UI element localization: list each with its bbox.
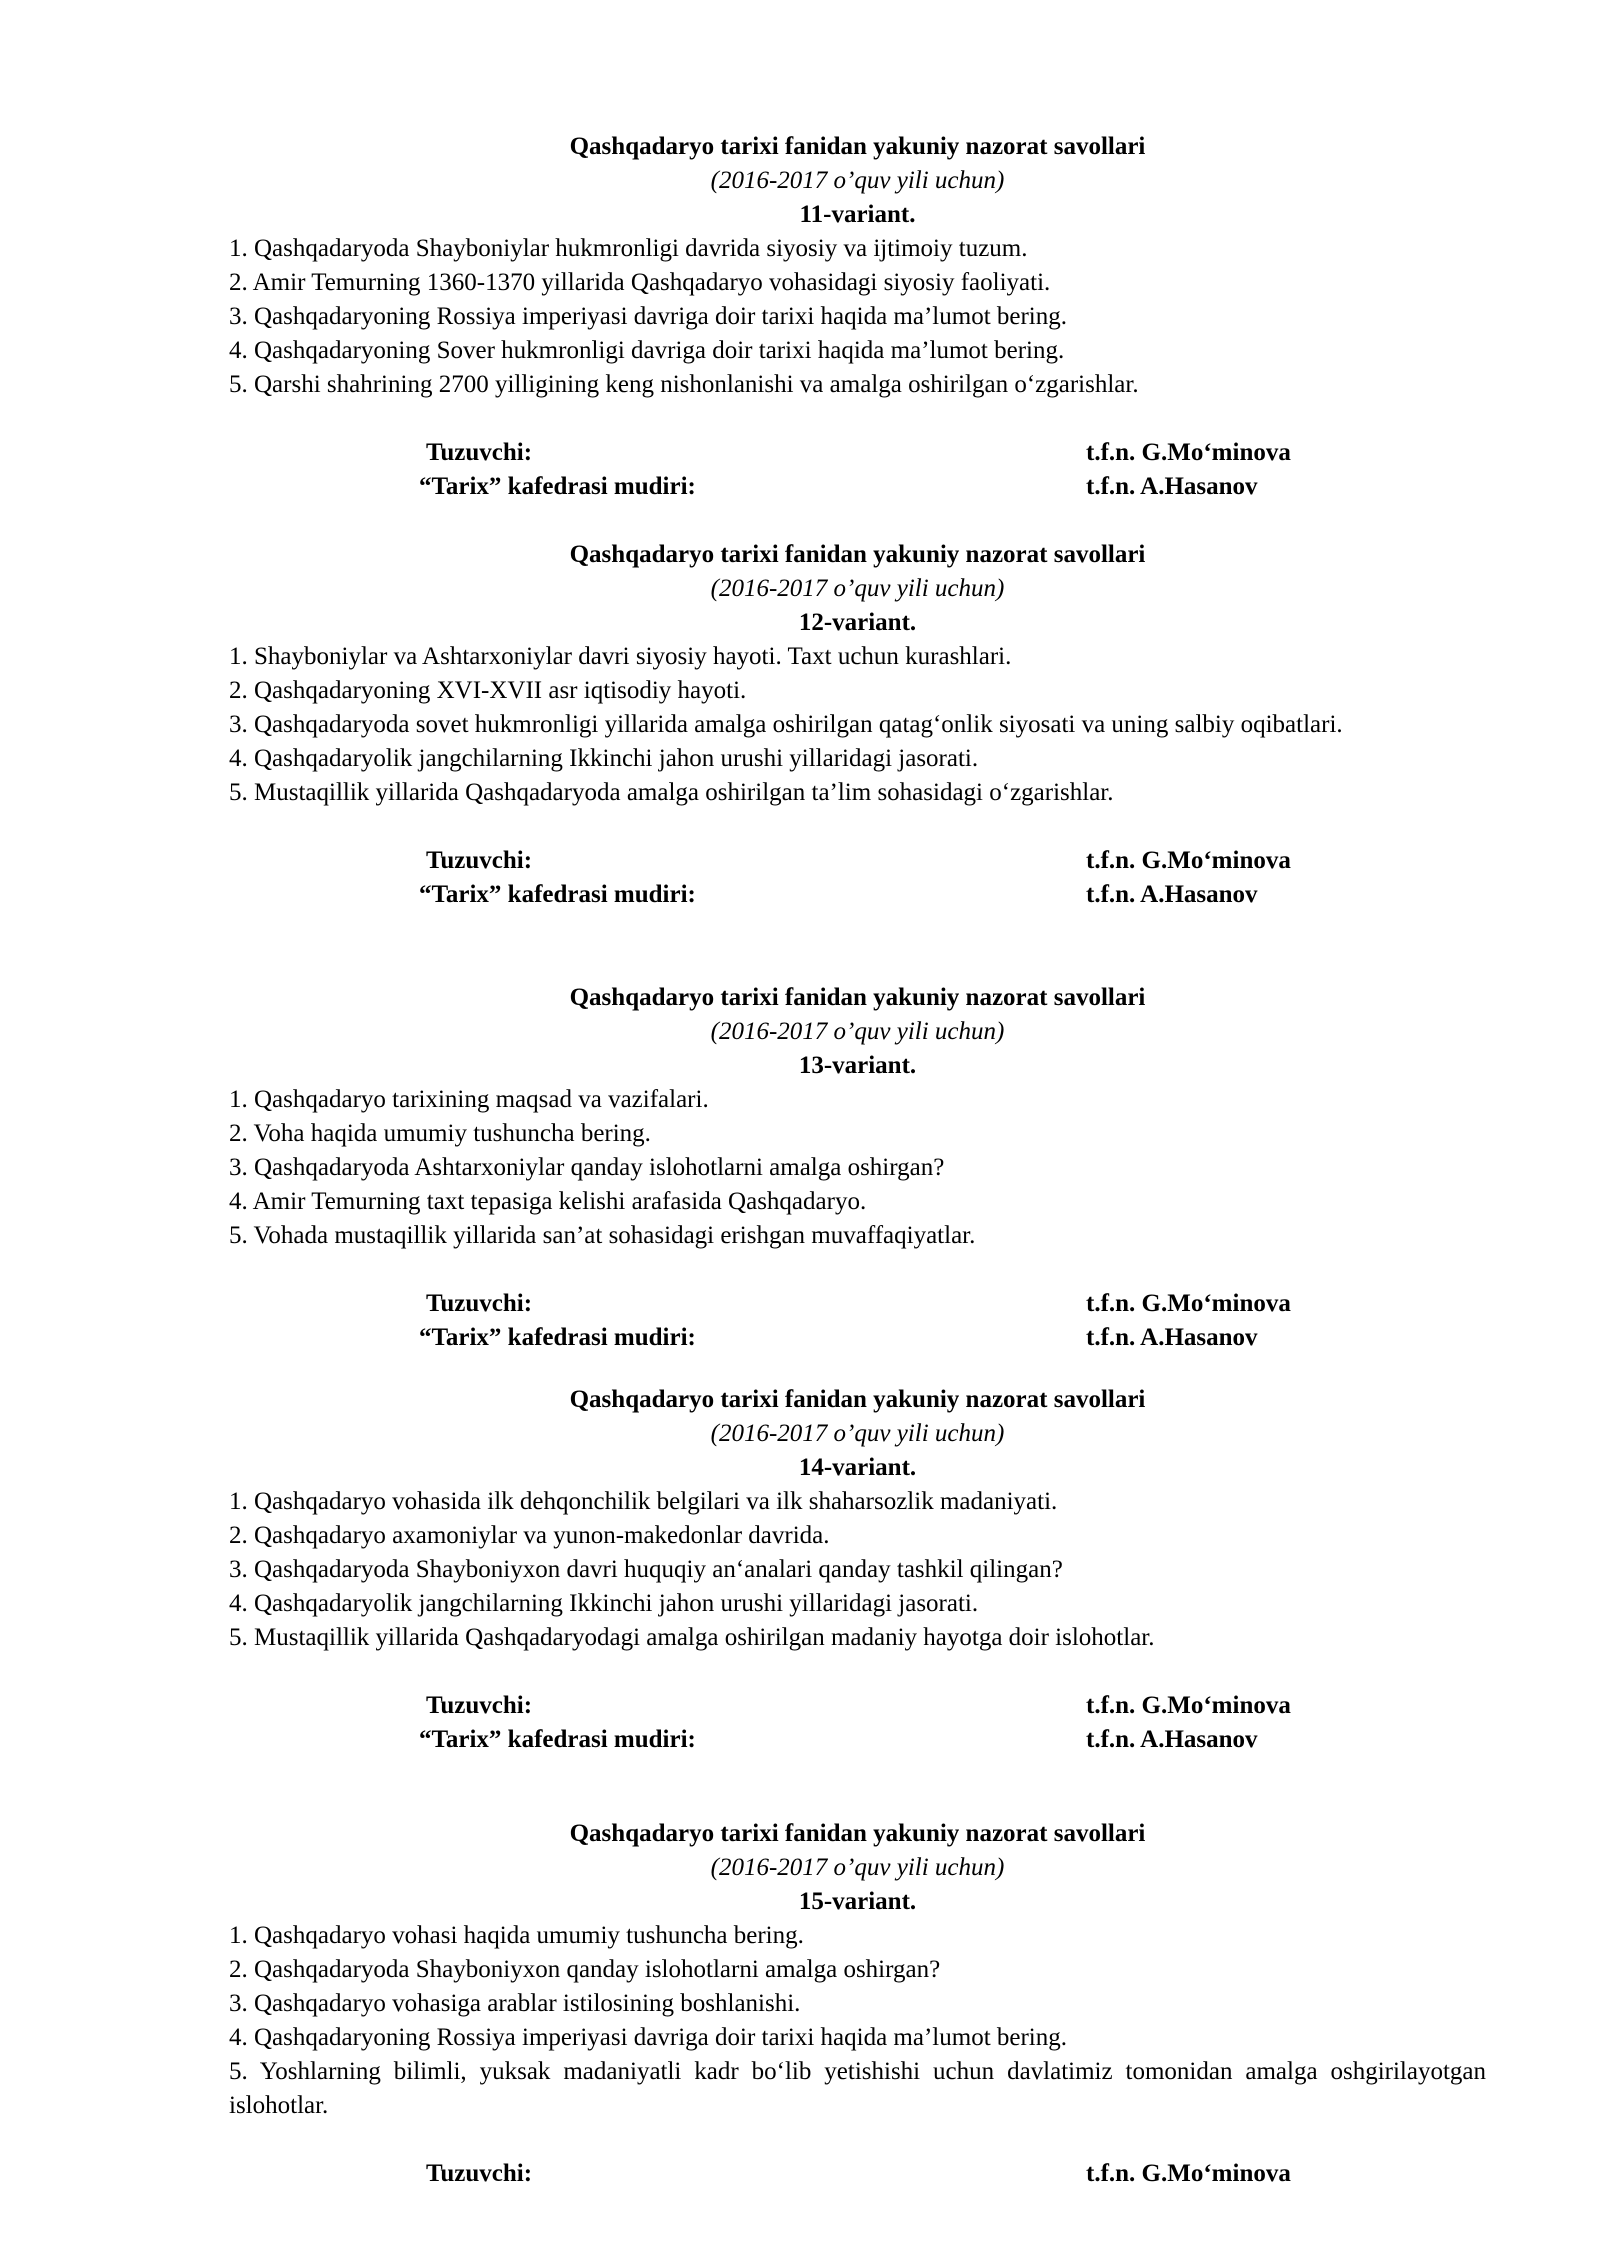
compiler-label: Tuzuvchi: (426, 1692, 533, 1719)
question-list (229, 232, 1486, 402)
question-item: 2. Amir Temurning 1360-1370 yillarida Qashqadaryo vohasidagi siyosiy faoliyati. (229, 269, 1051, 296)
department-head-label: “Tarix” kafedrasi mudiri: (419, 473, 696, 500)
question-item: 5. Yoshlarning bilimli, yuksak madaniyatli kadr bo‘lib yetishishi uchun davlatimiz tomonidan amalga oshgirilayotgan islohotlar. (229, 2058, 1486, 2119)
question-item: 5. Qarshi shahrining 2700 yilligining keng nishonlanishi va amalga oshirilgan o‘zgarishlar. (229, 371, 1139, 398)
section-title: Qashqadaryo tarixi fanidan yakuniy nazorat savollari (569, 541, 1146, 568)
department-head-name: t.f.n. A.Hasanov (1086, 473, 1258, 500)
section-subtitle: (2016-2017 o’quv yili uchun) (710, 1018, 1005, 1045)
question-item: 2. Qashqadaryoning XVI-XVII asr iqtisodiy hayoti. (229, 677, 747, 704)
question-list (229, 1485, 1486, 1655)
question-item: 1. Qashqadaryo vohasida ilk dehqonchilik belgilari va ilk shaharsozlik madaniyati. (229, 1488, 1058, 1515)
question-list (229, 1083, 1486, 1253)
variant-label: 13-variant. (798, 1052, 917, 1079)
compiler-name: t.f.n. G.Mo‘minova (1086, 439, 1291, 466)
exam-section-14 (229, 1383, 1486, 1757)
question-item: 4. Qashqadaryoning Sover hukmronligi davriga doir tarixi haqida ma’lumot bering. (229, 337, 1065, 364)
variant-label: 15-variant. (798, 1888, 917, 1915)
exam-section-13 (229, 981, 1486, 1355)
question-item: 1. Qashqadaryoda Shayboniylar hukmronligi davrida siyosiy va ijtimoiy tuzum. (229, 235, 1028, 262)
question-item: 3. Qashqadaryoda Shayboniyxon davri huquqiy an‘analari qanday tashkil qilingan? (229, 1556, 1063, 1583)
question-list (229, 1919, 1486, 2123)
question-item: 2. Qashqadaryo axamoniylar va yunon-makedonlar davrida. (229, 1522, 830, 1549)
department-head-label: “Tarix” kafedrasi mudiri: (419, 881, 696, 908)
section-title: Qashqadaryo tarixi fanidan yakuniy nazorat savollari (569, 1386, 1146, 1413)
question-item: 1. Qashqadaryo vohasi haqida umumiy tushuncha bering. (229, 1922, 804, 1949)
signature-block (229, 844, 1486, 912)
compiler-label: Tuzuvchi: (426, 2160, 533, 2187)
question-item: 4. Qashqadaryolik jangchilarning Ikkinchi jahon urushi yillaridagi jasorati. (229, 1590, 979, 1617)
variant-label: 12-variant. (798, 609, 917, 636)
question-item: 5. Vohada mustaqillik yillarida san’at sohasidagi erishgan muvaffaqiyatlar. (229, 1222, 976, 1249)
department-head-label: “Tarix” kafedrasi mudiri: (419, 1726, 696, 1753)
signature-block (229, 1287, 1486, 1355)
question-item: 2. Qashqadaryoda Shayboniyxon qanday islohotlarni amalga oshirgan? (229, 1956, 941, 1983)
section-subtitle: (2016-2017 o’quv yili uchun) (710, 575, 1005, 602)
section-subtitle: (2016-2017 o’quv yili uchun) (710, 1420, 1005, 1447)
question-item: 4. Qashqadaryoning Rossiya imperiyasi davriga doir tarixi haqida ma’lumot bering. (229, 2024, 1068, 2051)
compiler-name: t.f.n. G.Mo‘minova (1086, 2160, 1291, 2187)
question-list (229, 640, 1486, 810)
question-item: 5. Mustaqillik yillarida Qashqadaryoda amalga oshirilgan ta’lim sohasidagi o‘zgarishlar. (229, 779, 1114, 806)
compiler-name: t.f.n. G.Mo‘minova (1086, 1692, 1291, 1719)
question-item: 3. Qashqadaryoda sovet hukmronligi yillarida amalga oshirilgan qatag‘onlik siyosati va uning salbiy oqibatlari. (229, 711, 1343, 738)
question-item: 1. Shayboniylar va Ashtarxoniylar davri siyosiy hayoti. Taxt uchun kurashlari. (229, 643, 1012, 670)
department-head-name: t.f.n. A.Hasanov (1086, 1324, 1258, 1351)
variant-label: 11-variant. (799, 201, 916, 228)
section-title: Qashqadaryo tarixi fanidan yakuniy nazorat savollari (569, 133, 1146, 160)
question-item: 4. Amir Temurning taxt tepasiga kelishi arafasida Qashqadaryo. (229, 1188, 867, 1215)
department-head-label: “Tarix” kafedrasi mudiri: (419, 1324, 696, 1351)
section-title: Qashqadaryo tarixi fanidan yakuniy nazorat savollari (569, 984, 1146, 1011)
signature-block (229, 2157, 1486, 2191)
question-item: 1. Qashqadaryo tarixining maqsad va vazifalari. (229, 1086, 709, 1113)
section-subtitle: (2016-2017 o’quv yili uchun) (710, 1854, 1005, 1881)
exam-section-15 (229, 1817, 1486, 2191)
compiler-name: t.f.n. G.Mo‘minova (1086, 1290, 1291, 1317)
signature-block (229, 436, 1486, 504)
question-item: 2. Voha haqida umumiy tushuncha bering. (229, 1120, 651, 1147)
compiler-label: Tuzuvchi: (426, 847, 533, 874)
variant-label: 14-variant. (798, 1454, 917, 1481)
question-item: 3. Qashqadaryoning Rossiya imperiyasi davriga doir tarixi haqida ma’lumot bering. (229, 303, 1068, 330)
department-head-name: t.f.n. A.Hasanov (1086, 1726, 1258, 1753)
department-head-name: t.f.n. A.Hasanov (1086, 881, 1258, 908)
question-item: 3. Qashqadaryoda Ashtarxoniylar qanday islohotlarni amalga oshirgan? (229, 1154, 945, 1181)
compiler-name: t.f.n. G.Mo‘minova (1086, 847, 1291, 874)
signature-block (229, 1689, 1486, 1757)
question-item: 4. Qashqadaryolik jangchilarning Ikkinchi jahon urushi yillaridagi jasorati. (229, 745, 979, 772)
question-item: 3. Qashqadaryo vohasiga arablar istilosining boshlanishi. (229, 1990, 801, 2017)
compiler-label: Tuzuvchi: (426, 1290, 533, 1317)
section-title: Qashqadaryo tarixi fanidan yakuniy nazorat savollari (569, 1820, 1146, 1847)
question-item: 5. Mustaqillik yillarida Qashqadaryodagi amalga oshirilgan madaniy hayotga doir islohotlar. (229, 1624, 1155, 1651)
exam-section-12 (229, 538, 1486, 912)
exam-section-11 (229, 130, 1486, 504)
section-subtitle: (2016-2017 o’quv yili uchun) (710, 167, 1005, 194)
compiler-label: Tuzuvchi: (426, 439, 533, 466)
